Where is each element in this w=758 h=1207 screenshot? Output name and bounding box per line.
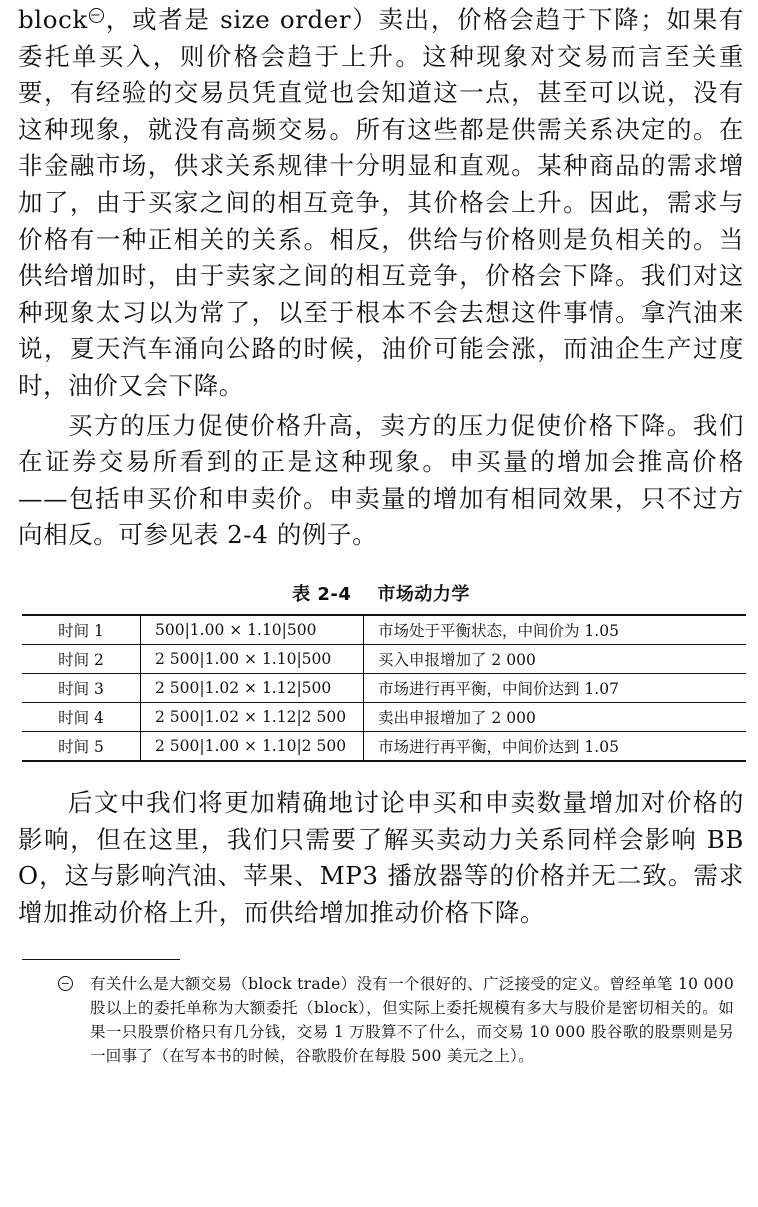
table-row bbox=[22, 702, 746, 731]
time-cell: 时间 5 bbox=[22, 731, 141, 761]
table-caption bbox=[18, 580, 744, 606]
time-cell: 时间 2 bbox=[22, 644, 141, 673]
book-page bbox=[0, 2, 758, 1207]
table-number: 表 2-4 bbox=[292, 583, 352, 605]
table-row bbox=[22, 673, 746, 702]
footnote bbox=[60, 972, 734, 1068]
table-row bbox=[22, 644, 746, 673]
time-cell: 时间 1 bbox=[22, 615, 141, 645]
quote-cell: 2 500|1.02 × 1.12|2 500 bbox=[141, 702, 364, 731]
quote-cell: 2 500|1.00 × 1.10|500 bbox=[141, 644, 364, 673]
note-cell: 市场处于平衡状态，中间价为 1.05 bbox=[364, 615, 747, 645]
note-cell: 市场进行再平衡，中间价达到 1.05 bbox=[364, 731, 747, 761]
paragraph-3: 后文中我们将更加精确地讨论申买和申卖数量增加对价格的影响，但在这里，我们只需要了解买卖动力关系同样会影响 BBO，这与影响汽油、苹果、MP3 播放器等的价格并无二致。需求增加推动价格上升，而供给增加推动价格下降。 bbox=[18, 787, 744, 927]
market-dynamics-table bbox=[22, 614, 746, 762]
footnote-marker: − bbox=[58, 976, 73, 991]
paragraph-2: 买方的压力促使价格升高，卖方的压力促使价格下降。我们在证券交易所看到的正是这种现象。申买量的增加会推高价格——包括申买价和申卖价。申卖量的增加有相同效果，只不过方向相反。可参见表 2-4 的例子。 bbox=[18, 410, 744, 550]
table-row bbox=[22, 731, 746, 761]
paragraph-1 bbox=[18, 2, 744, 405]
note-cell: 买入申报增加了 2 000 bbox=[364, 644, 747, 673]
quote-cell: 500|1.00 × 1.10|500 bbox=[141, 615, 364, 645]
time-cell: 时间 3 bbox=[22, 673, 141, 702]
paragraph-1-lead: block bbox=[18, 5, 88, 34]
quote-cell: 2 500|1.00 × 1.10|2 500 bbox=[141, 731, 364, 761]
footnote-divider bbox=[22, 959, 180, 960]
footnote-text: 有关什么是大额交易（block trade）没有一个很好的、广泛接受的定义。曾经单笔 10 000 股以上的委托单称为大额委托（block），但实际上委托规模有多大与股价是密切相关的。如果一只股票价格只有几分钱，交易 1 万股算不了什么，而交易 10 000 股谷歌的股票则是另一回事了（在写本书的时候，谷歌股价在每股 500 美元之上）。 bbox=[90, 975, 734, 1066]
paragraph-1-text: ，或者是 size order）卖出，价格会趋于下降；如果有委托单买入，则价格会趋于上升。这种现象对交易而言至关重要，有经验的交易员凭直觉也会知道这一点，甚至可以说，没有这种现象，就没有高频交易。所有这些都是供需关系决定的。在非金融市场，供求关系规律十分明显和直观。某种商品的需求增加了，由于买家之间的相互竞争，其价格会上升。因此，需求与价格有一种正相关的关系。相反，供给与价格则是负相关的。当供给增加时，由于卖家之间的相互竞争，价格会下降。我们对这种现象太习以为常了，以至于根本不会去想这件事情。拿汽油来说，夏天汽车涌向公路的时候，油价可能会涨，而油企生产过度时，油价又会下降。 bbox=[18, 5, 744, 400]
table-row bbox=[22, 615, 746, 645]
time-cell: 时间 4 bbox=[22, 702, 141, 731]
quote-cell: 2 500|1.02 × 1.12|500 bbox=[141, 673, 364, 702]
table-title: 市场动力学 bbox=[377, 583, 470, 605]
note-cell: 市场进行再平衡，中间价达到 1.07 bbox=[364, 673, 747, 702]
footnote-reference-marker: − bbox=[89, 8, 104, 23]
note-cell: 卖出申报增加了 2 000 bbox=[364, 702, 747, 731]
